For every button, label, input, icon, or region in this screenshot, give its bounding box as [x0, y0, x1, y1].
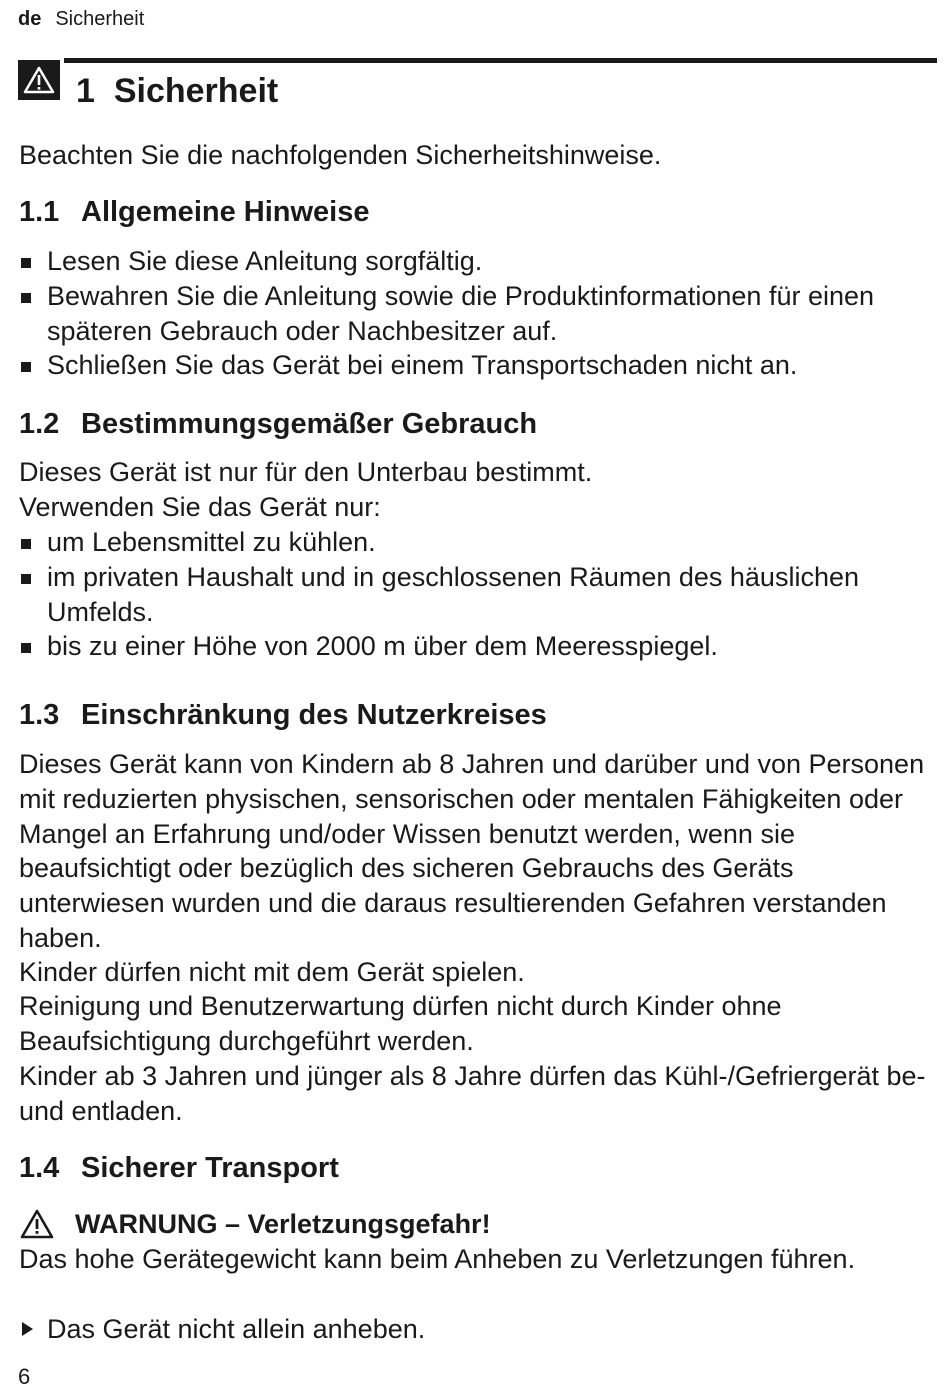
section-number: 1.2: [19, 408, 60, 440]
page-number: 6: [18, 1364, 31, 1389]
chapter-intro: Beachten Sie die nachfolgenden Sicherheitshinweise.: [19, 140, 662, 170]
intended-use-list: [19, 525, 931, 664]
instruction-step: [19, 1312, 931, 1347]
warning-triangle-icon: [18, 60, 60, 100]
section-title: Allgemeine Hinweise: [81, 196, 370, 228]
list-item: bis zu einer Höhe von 2000 m über dem Meeresspiegel.: [19, 629, 931, 664]
section-number: 1.4: [19, 1152, 60, 1184]
section-title: Sicherer Transport: [81, 1152, 339, 1184]
header-section: Sicherheit: [55, 8, 145, 30]
language-code: de: [18, 8, 42, 30]
section-number: 1.1: [19, 196, 60, 228]
list-item: Bewahren Sie die Anleitung sowie die Produktinformationen für einen späteren Gebrauch oder Nachbesitzer auf.: [19, 279, 931, 349]
paragraph: Verwenden Sie das Gerät nur:: [19, 492, 381, 522]
chapter-number: 1: [76, 72, 95, 110]
section-heading-1-1: [19, 194, 370, 230]
list-item: Lesen Sie diese Anleitung sorgfältig.: [19, 244, 931, 279]
list-item: Schließen Sie das Gerät bei einem Transportschaden nicht an.: [19, 348, 931, 383]
paragraph: Dieses Gerät kann von Kindern ab 8 Jahren und darüber und von Personen mit reduzierten physischen, sensorischen oder mentalen Fähigkeiten oder Mangel an Erfahrung und/oder Wissen benutzt werden, wenn sie beaufsichtigt oder bezüglich des sicheren Gebrauchs des Geräts unterwiesen wurden und die daraus resultierenden Gefahren verstanden haben.: [19, 749, 925, 953]
list-item: im privaten Haushalt und in geschlossenen Räumen des häuslichen Umfelds.: [19, 560, 931, 630]
paragraph: Reinigung und Benutzerwartung dürfen nicht durch Kinder ohne Beaufsichtigung durchgeführt werden.: [19, 991, 782, 1056]
paragraph: Kinder dürfen nicht mit dem Gerät spielen.: [19, 957, 525, 987]
list-item: um Lebensmittel zu kühlen.: [19, 525, 931, 560]
paragraph: Das hohe Gerätegewicht kann beim Anheben zu Verletzungen führen.: [19, 1244, 856, 1274]
section-title: Einschränkung des Nutzerkreises: [81, 699, 547, 731]
warning-text: WARNUNG – Verletzungsgefahr!: [75, 1209, 491, 1239]
section-number: 1.3: [19, 699, 60, 731]
section-title: Bestimmungsgemäßer Gebrauch: [81, 408, 538, 440]
step-text: Das Gerät nicht allein anheben.: [47, 1314, 426, 1344]
header-rule: [64, 58, 937, 63]
section-heading-1-4: [19, 1150, 339, 1186]
paragraph: Kinder ab 3 Jahren und jünger als 8 Jahre dürfen das Kühl-/Gefriergerät be- und entladen.: [19, 1061, 926, 1126]
warning-heading: [19, 1207, 491, 1242]
section-heading-1-2: [19, 406, 537, 442]
paragraph: Dieses Gerät ist nur für den Unterbau bestimmt.: [19, 457, 593, 487]
general-notes-list: [19, 244, 931, 383]
content: [19, 0, 931, 1344]
section-heading-1-3: [19, 697, 547, 733]
chapter-title: [76, 72, 278, 111]
step-arrow-icon: [22, 1322, 33, 1336]
warning-triangle-icon: [19, 1208, 55, 1240]
chapter-title-text: Sicherheit: [113, 72, 279, 110]
